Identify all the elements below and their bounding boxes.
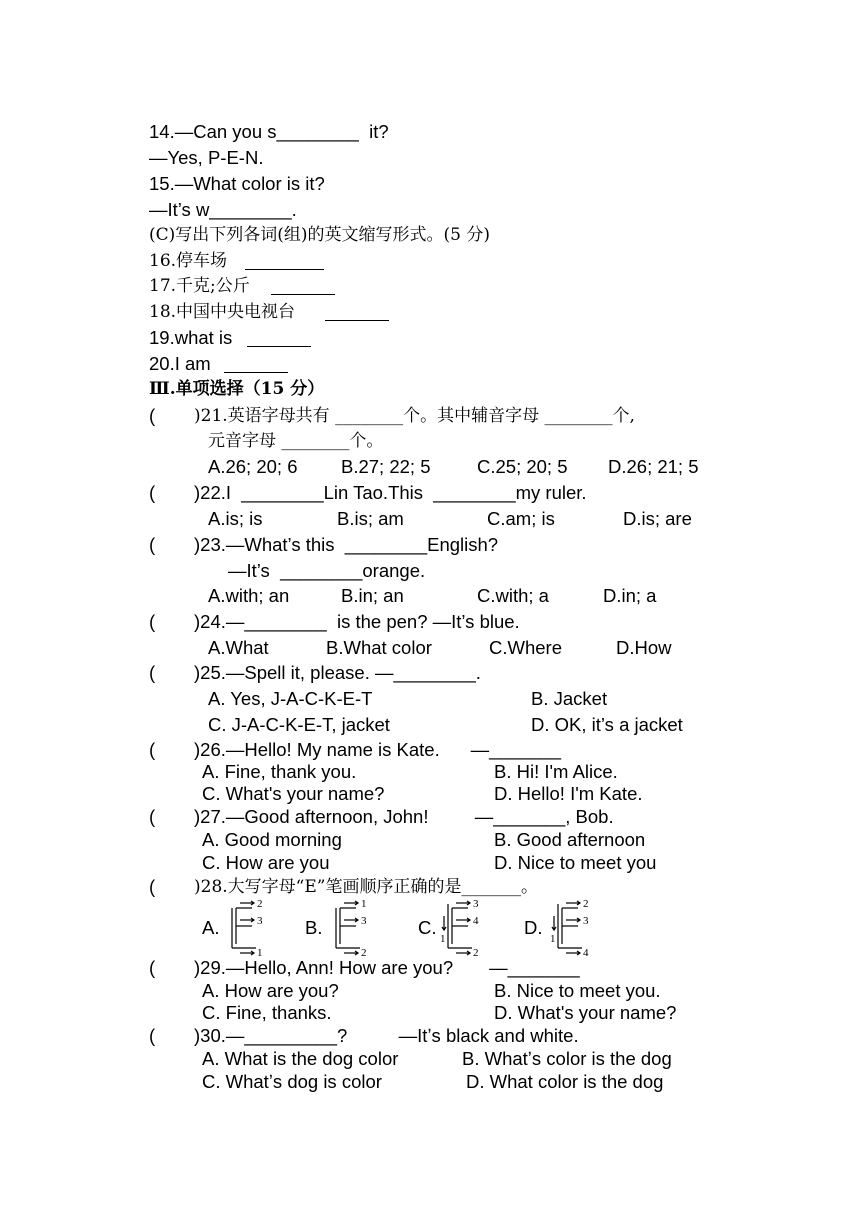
q22-option-d: D.is; are — [623, 508, 692, 529]
q27-paren: ( — [149, 806, 156, 827]
fig-a-num-mid: 3 — [257, 915, 263, 927]
q24-option-d: D.How — [616, 637, 672, 658]
q22-option-b: B.is; am — [337, 508, 404, 529]
q25-option-d: D. OK, it’s a jacket — [531, 714, 683, 735]
e-stroke-order-c-figure — [440, 898, 490, 956]
q20-blank — [224, 355, 288, 373]
fig-a-num-bottom: 1 — [257, 947, 263, 956]
q23-option-d: D.in; a — [603, 585, 657, 606]
q30-paren: ( — [149, 1025, 156, 1046]
q30-option-d: D. What color is the dog — [466, 1071, 664, 1092]
q17-label: 17.千克;公斤 — [149, 276, 250, 296]
q18-blank — [325, 303, 389, 321]
fig-b-num-mid: 3 — [361, 915, 367, 927]
q25-paren: ( — [149, 662, 156, 683]
q28-option-c-label: C. — [418, 917, 437, 938]
fig-d-num-mid: 3 — [583, 915, 589, 927]
q24-option-a: A.What — [208, 637, 269, 658]
q21-option-b: B.27; 22; 5 — [341, 456, 431, 477]
section-3-heading: Ⅲ.单项选择（15 分） — [149, 379, 325, 399]
q24-option-c: C.Where — [489, 637, 562, 658]
q30-option-c: C. Whatʼs dog is color — [202, 1071, 382, 1092]
q16-blank — [245, 252, 324, 270]
e-stroke-order-d-figure — [550, 898, 600, 956]
q26-option-b: B. Hi! I'm Alice. — [494, 761, 618, 782]
q28-paren: ( — [149, 876, 156, 897]
q27-option-c: C. How are you — [202, 852, 330, 873]
q29-option-d: D. What's your name? — [494, 1002, 677, 1023]
fig-b-num-bottom: 2 — [361, 947, 367, 956]
q29-paren: ( — [149, 957, 156, 978]
q21-option-d: D.26; 21; 5 — [608, 456, 699, 477]
q23-option-a: A.with; an — [208, 585, 290, 606]
q25-option-b: B. Jacket — [531, 688, 608, 709]
q23-stem-cont: —It’s ________orange. — [228, 560, 426, 581]
q22-option-c: C.am; is — [487, 508, 555, 529]
q17-blank — [271, 277, 335, 295]
q24-option-b: B.What color — [326, 637, 432, 658]
fig-c-num-top: 3 — [473, 898, 479, 910]
q23-stem: )23.—What’s this ________English? — [194, 534, 499, 555]
e-stroke-order-a-figure — [226, 898, 274, 956]
q21-paren: ( — [149, 405, 156, 426]
q30-option-b: B. Whatʼs color is the dog — [462, 1048, 672, 1069]
fig-d-num-bottom: 4 — [583, 947, 589, 956]
e-stroke-order-b-figure — [330, 898, 378, 956]
q19-label: 19.what is — [149, 327, 233, 348]
q22-paren: ( — [149, 482, 156, 503]
q30-option-a: A. What is the dog color — [202, 1048, 399, 1069]
q14-line1: 14.—Can you s________ it? — [149, 121, 389, 142]
q29-option-a: A. How are you? — [202, 980, 339, 1001]
q21-option-a: A.26; 20; 6 — [208, 456, 298, 477]
q16-label: 16.停车场 — [149, 251, 228, 271]
q27-stem: )27.—Good afternoon, John! —_______, Bob. — [194, 806, 614, 827]
fig-c-num-left: 1 — [440, 933, 446, 945]
q27-option-a: A. Good morning — [202, 829, 342, 850]
q23-option-b: B.in; an — [341, 585, 404, 606]
fig-b-num-top: 1 — [361, 898, 367, 910]
fig-d-num-left: 1 — [550, 933, 556, 945]
fig-c-num-mid: 4 — [473, 915, 479, 927]
q14-line2: —Yes, P-E-N. — [149, 147, 264, 168]
q19-blank — [247, 329, 311, 347]
q22-stem: )22.I ________Lin Tao.This ________my ruler. — [194, 482, 587, 503]
q21-stem-cont: 元音字母 ________个。 — [208, 431, 384, 451]
q28-option-b-label: B. — [305, 917, 323, 938]
fig-a-num-top: 2 — [257, 898, 263, 910]
q21-stem: )21.英语字母共有 ________个。其中辅音字母 ________个, — [194, 406, 635, 426]
q27-option-b: B. Good afternoon — [494, 829, 646, 850]
q26-paren: ( — [149, 739, 156, 760]
q25-stem: )25.—Spell it, please. —________. — [194, 662, 481, 683]
q20-label: 20.I am — [149, 353, 211, 374]
q26-stem: )26.—Hello! My name is Kate. —_______ — [194, 739, 562, 760]
q23-option-c: C.with; a — [477, 585, 549, 606]
section-c-heading: (C)写出下列各词(组)的英文缩写形式。(5 分) — [149, 225, 491, 245]
q24-paren: ( — [149, 611, 156, 632]
q28-option-d-label: D. — [524, 917, 543, 938]
q28-option-a-label: A. — [202, 917, 220, 938]
q30-stem: )30.—_________? —Itʼs black and white. — [194, 1025, 579, 1046]
fig-c-num-bottom: 2 — [473, 947, 479, 956]
q26-option-a: A. Fine, thank you. — [202, 761, 357, 782]
q29-option-c: C. Fine, thanks. — [202, 1002, 332, 1023]
q21-option-c: C.25; 20; 5 — [477, 456, 568, 477]
q22-option-a: A.is; is — [208, 508, 263, 529]
q23-paren: ( — [149, 534, 156, 555]
q18-label: 18.中国中央电视台 — [149, 302, 296, 322]
q29-option-b: B. Nice to meet you. — [494, 980, 661, 1001]
q26-option-c: C. What's your name? — [202, 783, 385, 804]
q25-option-a: A. Yes, J-A-C-K-E-T — [208, 688, 373, 709]
q25-option-c: C. J-A-C-K-E-T, jacket — [208, 714, 390, 735]
q24-stem: )24.—________ is the pen? —It’s blue. — [194, 611, 520, 632]
q15-line1: 15.—What color is it? — [149, 173, 325, 194]
q15-line2: —It’s w________. — [149, 199, 297, 220]
q29-stem: )29.—Hello, Ann! How are you? —_______ — [194, 957, 580, 978]
q26-option-d: D. Hello! I'm Kate. — [494, 783, 643, 804]
q28-stem: )28.大写字母“E”笔画顺序正确的是_______。 — [194, 877, 538, 897]
fig-d-num-top: 2 — [583, 898, 589, 910]
q27-option-d: D. Nice to meet you — [494, 852, 657, 873]
